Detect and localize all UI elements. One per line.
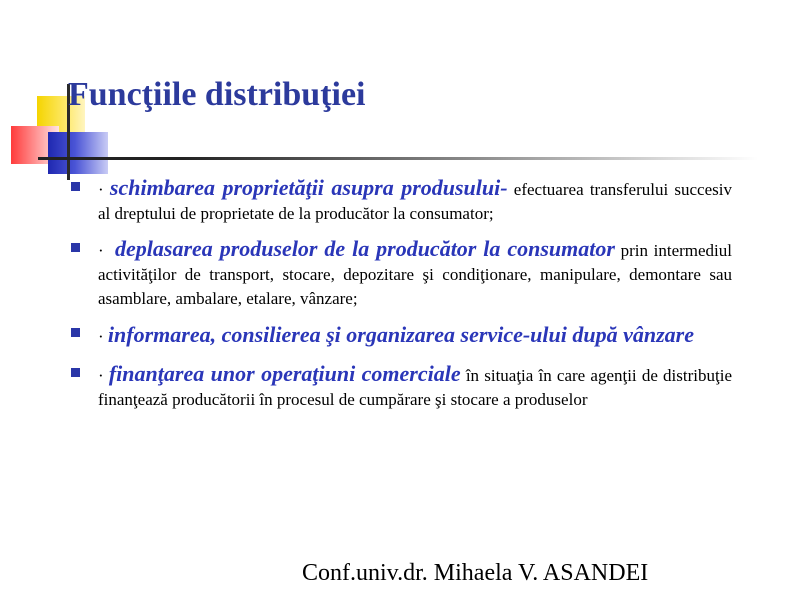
list-item-text [98, 237, 732, 311]
author-footer: Conf.univ.dr. Mihaela V. ASANDEI [302, 560, 649, 586]
dot-marker: · [98, 366, 104, 385]
slide-title: Funcţiile distribuţiei [68, 76, 366, 113]
item-highlight: informarea, consilierea şi organizarea service-ului după vânzare [107, 322, 694, 347]
list-item [70, 362, 732, 412]
item-body: prin intermediul activităţilor de transport, stocare, depozitare şi condiţionare, manipulare, demontare sau asamblare, ambalare, etalare, vânzare; [98, 241, 732, 308]
square-bullet-icon [71, 328, 80, 337]
dot-marker: · [98, 327, 104, 346]
list-item [70, 176, 732, 226]
square-bullet-icon [71, 368, 80, 377]
item-highlight: deplasarea produselor de la producător la consumator [115, 236, 615, 261]
title-underline [38, 157, 758, 160]
list-item-text [98, 176, 732, 226]
bullet-list [70, 176, 732, 423]
item-body: efectuarea transferului succesiv al dreptului de proprietate de la producător la consumator; [98, 180, 732, 223]
item-body: în situaţia în care agenţii de distribuţie finanţează producătorii în procesul de cumpărare şi stocare a produselor [98, 366, 732, 409]
list-item-text [98, 322, 732, 351]
item-highlight: finanţarea unor operaţiuni comerciale [108, 361, 461, 386]
blue-square-decoration [48, 132, 108, 174]
square-bullet-icon [71, 243, 80, 252]
list-item [70, 322, 732, 351]
square-bullet-icon [71, 182, 80, 191]
list-item-text [98, 362, 732, 412]
dot-marker: · [98, 180, 104, 199]
item-highlight: schimbarea proprietăţii asupra produsului- [109, 175, 508, 200]
list-item [70, 237, 732, 311]
dot-marker: · [98, 241, 104, 260]
